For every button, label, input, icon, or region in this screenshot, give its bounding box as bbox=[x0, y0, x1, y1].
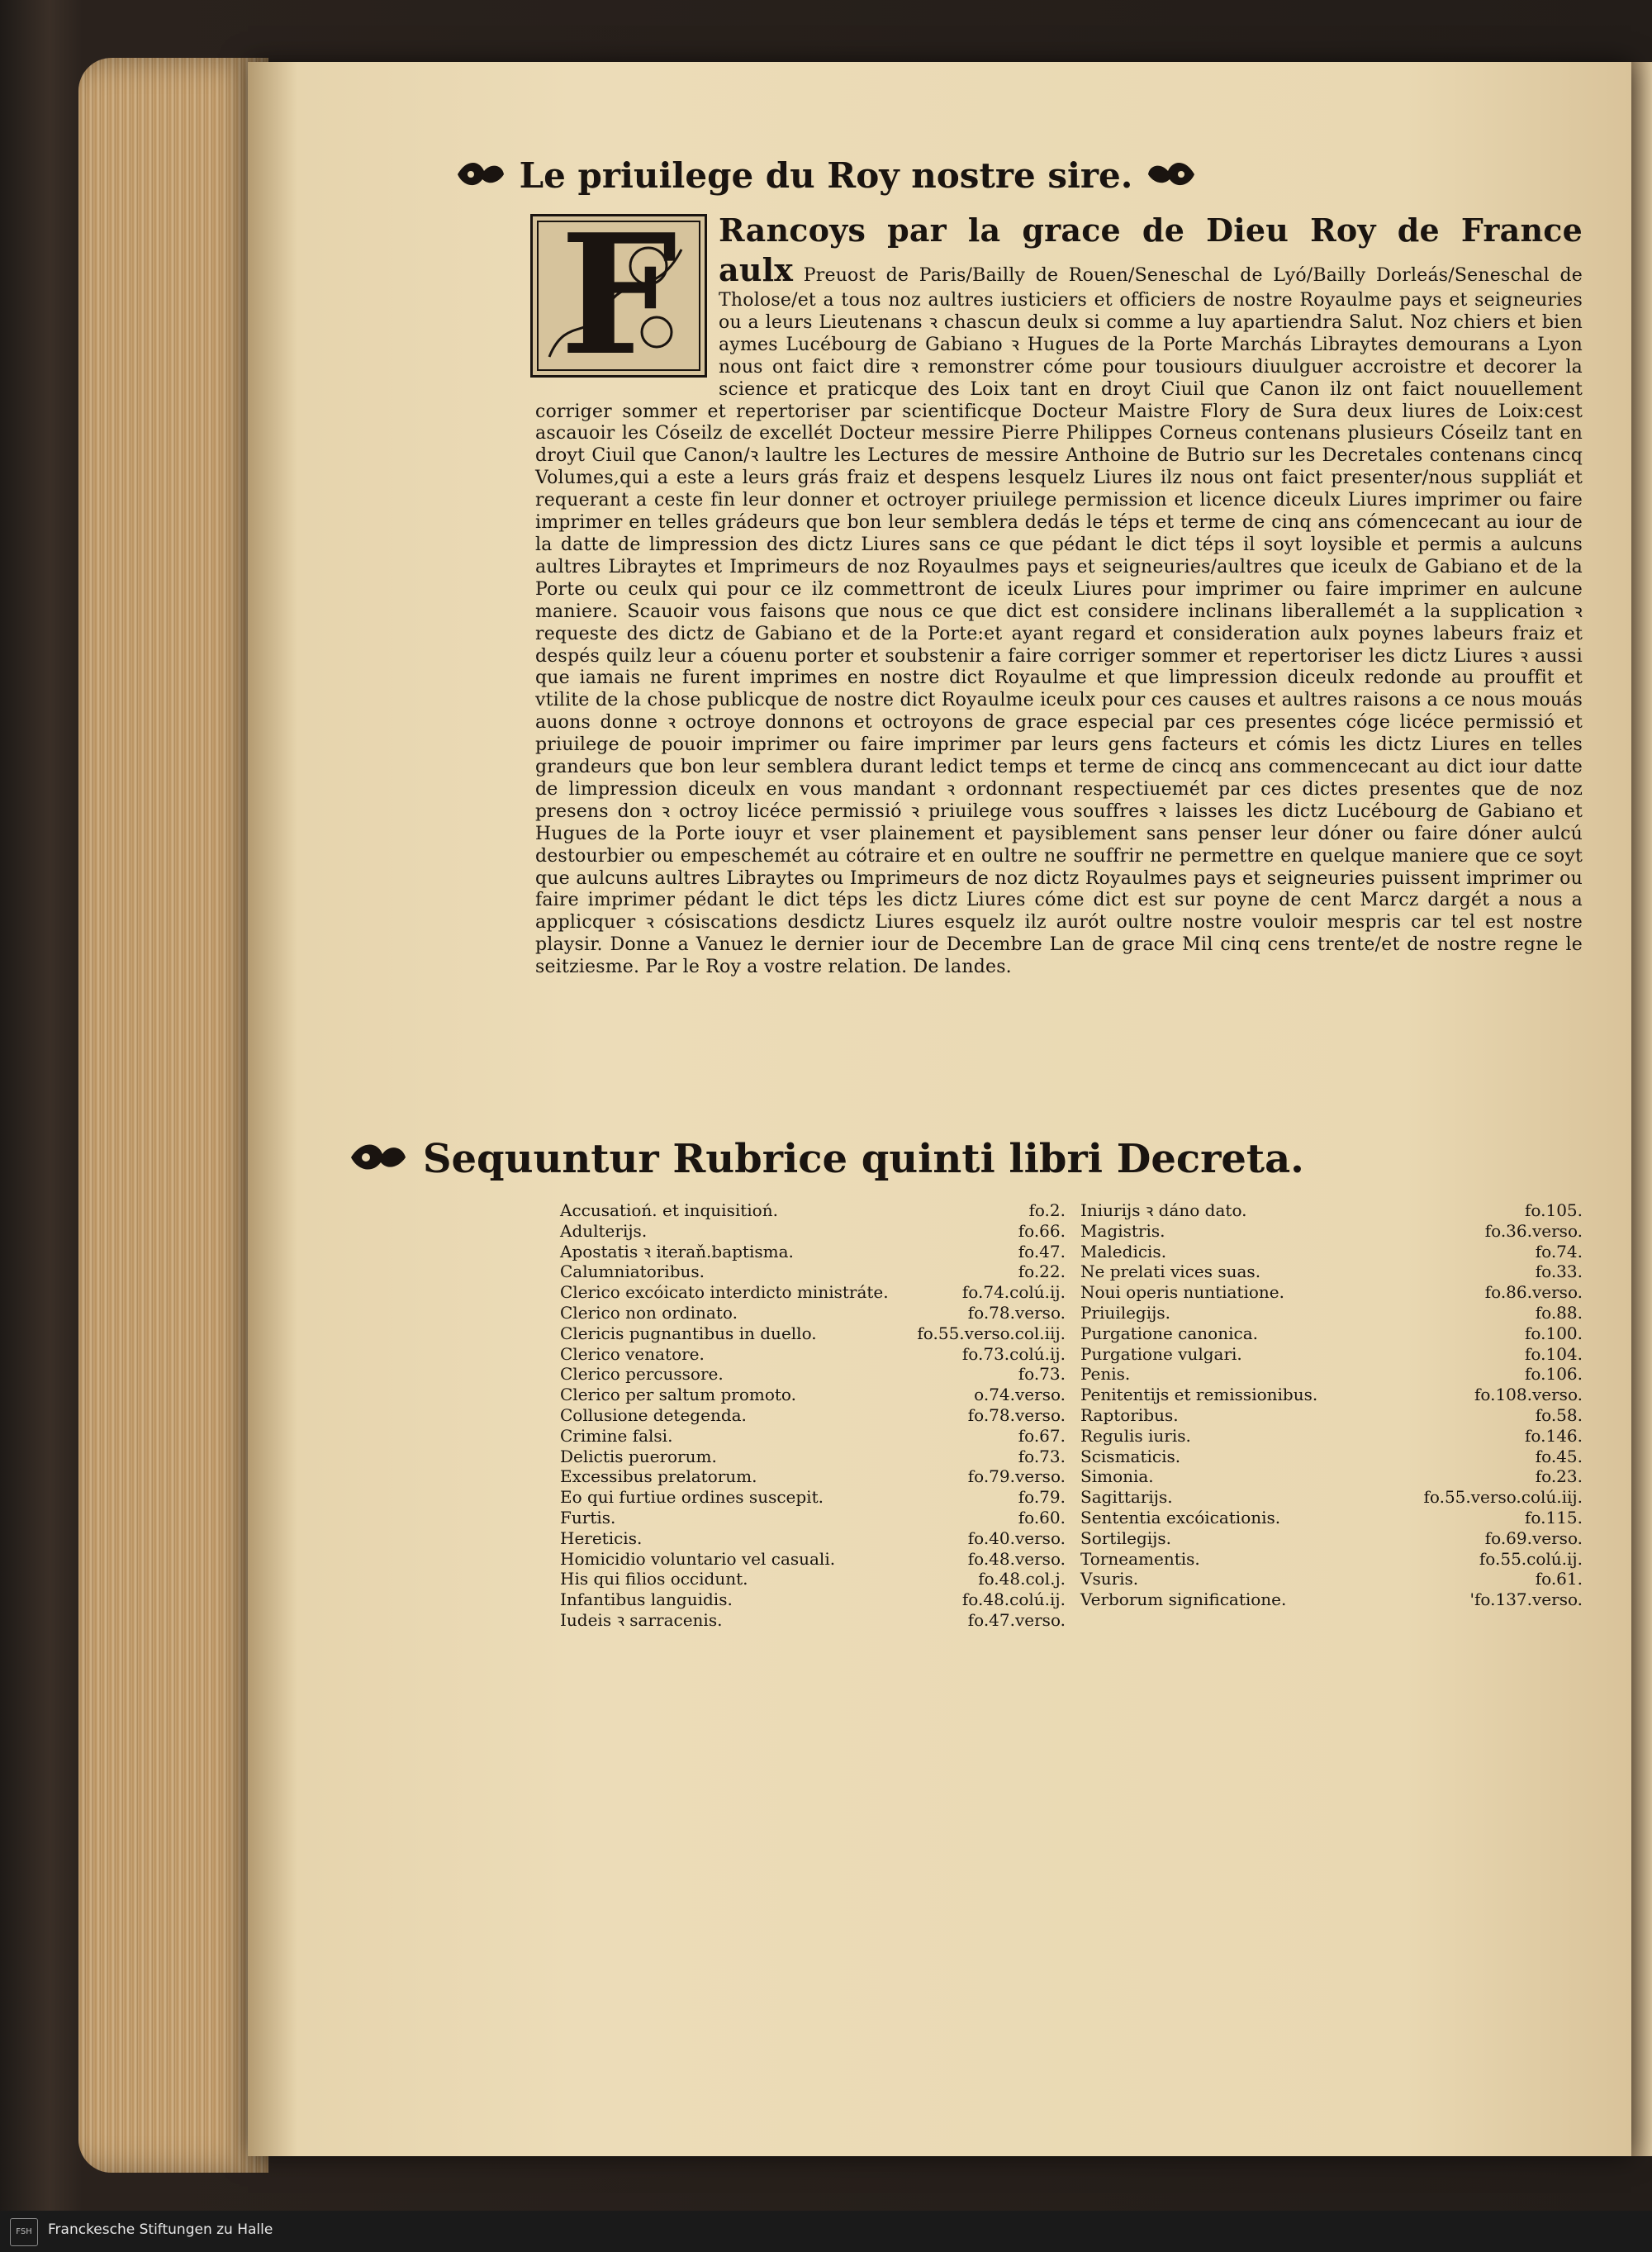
rubric-entry bbox=[1080, 1221, 1583, 1242]
rubric-entry-title: Regulis iuris. bbox=[1080, 1425, 1191, 1446]
rubric-entry bbox=[1080, 1589, 1583, 1610]
rubric-entry-title: Clerico excóicato interdicto ministráte. bbox=[560, 1282, 889, 1303]
rubric-entry bbox=[560, 1364, 1066, 1385]
rubric-entry-folio: fo.55.verso.col.iij. bbox=[917, 1323, 1066, 1343]
rubric-entry-title: Simonia. bbox=[1080, 1466, 1154, 1487]
rubric-entry-title: Magistris. bbox=[1080, 1220, 1165, 1241]
rubric-entry bbox=[1080, 1385, 1583, 1405]
rubric-entry-title: Adulterijs. bbox=[560, 1220, 648, 1241]
rubric-entry-title: Apostatis ꝛ iteraň.baptisma. bbox=[560, 1241, 794, 1261]
rubric-entry-folio: fo.74. bbox=[1535, 1241, 1583, 1261]
rubric-entry-folio: fo.66. bbox=[1018, 1220, 1066, 1241]
rubric-entry bbox=[560, 1221, 1066, 1242]
rubric-entry-title: Furtis. bbox=[560, 1507, 616, 1527]
rubric-entry-folio: o.74.verso. bbox=[974, 1385, 1066, 1405]
rubric-entry-title: Verborum significatione. bbox=[1080, 1589, 1287, 1610]
rubric-entry-folio: fo.104. bbox=[1525, 1343, 1583, 1364]
institution-logo-icon: FSH bbox=[10, 2218, 38, 2246]
rubric-entry bbox=[1080, 1447, 1583, 1467]
rubric-entry bbox=[1080, 1261, 1583, 1282]
rubric-entry bbox=[1080, 1549, 1583, 1570]
rubric-entry-title: Collusione detegenda. bbox=[560, 1404, 747, 1425]
rubric-entry-folio: fo.115. bbox=[1525, 1507, 1583, 1527]
rubric-entry bbox=[1080, 1508, 1583, 1528]
rubric-entry-title: Calumniatoribus. bbox=[560, 1261, 705, 1282]
rubric-entry-folio: fo.33. bbox=[1535, 1261, 1583, 1282]
rubric-entry bbox=[560, 1569, 1066, 1589]
footer-bar bbox=[0, 2211, 1652, 2252]
rubric-entry-folio: fo.55.colú.ij. bbox=[1479, 1548, 1583, 1569]
rubric-entry bbox=[560, 1426, 1066, 1447]
rubric-entry-folio: fo.23. bbox=[1535, 1466, 1583, 1487]
rubric-entry-title: Homicidio voluntario vel casuali. bbox=[560, 1548, 836, 1569]
rubric-entry-title: Maledicis. bbox=[1080, 1241, 1167, 1261]
rubric-entry-folio: fo.73. bbox=[1018, 1364, 1066, 1385]
rubric-entry-title: Torneamentis. bbox=[1080, 1548, 1200, 1569]
leaf-ornament-icon bbox=[1145, 158, 1198, 199]
rubric-entry bbox=[560, 1508, 1066, 1528]
rubric-entry-folio: fo.78.verso. bbox=[967, 1302, 1066, 1323]
privilege-heading bbox=[0, 155, 1652, 199]
rubric-entry-title: Clerico venatore. bbox=[560, 1343, 705, 1364]
rubric-list-right bbox=[1080, 1200, 1583, 1610]
institution-name: Franckesche Stiftungen zu Halle bbox=[48, 2221, 273, 2238]
rubric-entry bbox=[560, 1589, 1066, 1610]
rubric-entry-title: Clericis pugnantibus in duello. bbox=[560, 1323, 817, 1343]
rubric-entry-title: Excessibus prelatorum. bbox=[560, 1466, 757, 1487]
rubric-entry-folio: 'fo.137.verso. bbox=[1469, 1589, 1583, 1610]
rubric-entry-title: Accusatioń. et inquisitioń. bbox=[560, 1200, 778, 1220]
rubric-entry-title: Iniurijs ꝛ dáno dato. bbox=[1080, 1200, 1247, 1220]
rubric-entry-title: Eo qui furtiue ordines suscepit. bbox=[560, 1487, 824, 1508]
rubric-entry bbox=[1080, 1200, 1583, 1221]
rubric-entry bbox=[560, 1385, 1066, 1405]
rubric-entry-folio: fo.108.verso. bbox=[1474, 1385, 1583, 1405]
rubric-entry-title: Delictis puerorum. bbox=[560, 1446, 717, 1466]
rubric-entry-folio: fo.60. bbox=[1018, 1507, 1066, 1527]
rubric-entry-title: Raptoribus. bbox=[1080, 1404, 1179, 1425]
rubric-entry bbox=[1080, 1242, 1583, 1262]
decorated-initial bbox=[530, 198, 707, 392]
rubric-entry-folio: fo.61. bbox=[1535, 1569, 1583, 1589]
rubric-entry-title: Penis. bbox=[1080, 1364, 1131, 1385]
rubric-entry bbox=[1080, 1569, 1583, 1589]
rubric-entry bbox=[560, 1282, 1066, 1303]
privilege-text bbox=[535, 198, 1583, 979]
rubric-entry bbox=[560, 1610, 1066, 1631]
rubric-entry-folio: fo.36.verso. bbox=[1484, 1220, 1583, 1241]
rubric-entry-title: Clerico non ordinato. bbox=[560, 1302, 738, 1323]
rubric-entry-title: Scismaticis. bbox=[1080, 1446, 1181, 1466]
rubric-entry-folio: fo.2. bbox=[1028, 1200, 1066, 1220]
rubric-entry-folio: fo.45. bbox=[1535, 1446, 1583, 1466]
rubric-entry-title: Crimine falsi. bbox=[560, 1425, 673, 1446]
leaf-ornament-icon bbox=[454, 158, 507, 199]
rubric-entry-title: Priuilegijs. bbox=[1080, 1302, 1170, 1323]
privilege-first-line: Rancoys par la grace de Dieu Roy de France aulx bbox=[719, 211, 1583, 288]
rubric-entry bbox=[1080, 1303, 1583, 1323]
rubric-entry bbox=[1080, 1405, 1583, 1426]
rubric-entry-title: Noui operis nuntiatione. bbox=[1080, 1282, 1284, 1303]
rubric-entry bbox=[560, 1487, 1066, 1508]
rubric-entry-folio: fo.48.colú.ij. bbox=[961, 1589, 1066, 1610]
rubric-entry-folio: fo.73. bbox=[1018, 1446, 1066, 1466]
rubric-entry-folio: fo.47.verso. bbox=[967, 1609, 1066, 1630]
rubric-entry bbox=[560, 1549, 1066, 1570]
rubric-entry-title: Ne prelati vices suas. bbox=[1080, 1261, 1261, 1282]
rubric-entry-folio: fo.79.verso. bbox=[967, 1466, 1066, 1487]
rubric-entry-title: Purgatione canonica. bbox=[1080, 1323, 1258, 1343]
rubric-entry bbox=[560, 1242, 1066, 1262]
rubric-entry bbox=[560, 1405, 1066, 1426]
rubric-entry-title: His qui filios occidunt. bbox=[560, 1569, 748, 1589]
rubric-title: Sequuntur Rubrice quinti libri Decreta. bbox=[422, 1136, 1304, 1182]
rubric-entry-title: Clerico percussore. bbox=[560, 1364, 724, 1385]
rubric-entry-title: Infantibus languidis. bbox=[560, 1589, 733, 1610]
rubric-entry bbox=[1080, 1364, 1583, 1385]
rubric-entry bbox=[1080, 1426, 1583, 1447]
rubric-entry bbox=[560, 1344, 1066, 1365]
rubric-entry bbox=[1080, 1528, 1583, 1549]
rubric-entry bbox=[560, 1466, 1066, 1487]
rubric-entry-title: Vsuris. bbox=[1080, 1569, 1139, 1589]
rubric-entry bbox=[1080, 1323, 1583, 1344]
rubric-entry-folio: fo.73.colú.ij. bbox=[961, 1343, 1066, 1364]
rubric-entry-title: Clerico per saltum promoto. bbox=[560, 1385, 796, 1405]
rubric-entry-folio: fo.78.verso. bbox=[967, 1404, 1066, 1425]
rubric-entry-folio: fo.22. bbox=[1018, 1261, 1066, 1282]
rubric-entry-folio: fo.55.verso.colú.iij. bbox=[1423, 1487, 1583, 1508]
rubric-heading bbox=[0, 1136, 1652, 1185]
leaf-ornament-icon bbox=[348, 1139, 409, 1185]
rubric-entry-folio: fo.88. bbox=[1535, 1302, 1583, 1323]
rubric-entry-folio: fo.105. bbox=[1525, 1200, 1583, 1220]
rubric-entry-title: Sortilegijs. bbox=[1080, 1527, 1171, 1548]
rubric-entry-folio: fo.69.verso. bbox=[1484, 1527, 1583, 1548]
rubric-entry bbox=[1080, 1282, 1583, 1303]
rubric-entry-title: Hereticis. bbox=[560, 1527, 643, 1548]
rubric-entry-folio: fo.48.col.j. bbox=[978, 1569, 1066, 1589]
rubric-entry-folio: fo.74.colú.ij. bbox=[961, 1282, 1066, 1303]
rubric-entry-folio: fo.106. bbox=[1525, 1364, 1583, 1385]
privilege-body: Preuost de Paris/Bailly de Rouen/Seneschal de Lyó/Bailly Dorleás/Seneschal de Tholose/et a tous noz aultres iusticiers et officiers de nostre Royaulme pays et seigneuries ou a leurs Lieutenans ꝛ chascun deulx si comme a luy apartiendra Salut. Noz chiers et bien aymes Lucébourg de Gabiano ꝛ Hugues de la Porte Marchás Libraytes demourans a Lyon nous ont faict dire ꝛ remonstrer cóme pour tousiours diuulguer accroistre et decorer la science et praticque des Loix tant en droyt Ciuil que Canon ilz ont faict nouuellement corriger sommer et repertoriser par scientificque Docteur Maistre Flory de Sura deux liures de Loix:cest ascauoir les Cóseilz de excellét Docteur messire Pierre Philippes Corneus contenans plusieurs Cóseilz tant en droyt Ciuil que Canon/ꝛ laultre les Lectures de messire Anthoine de Butrio sur les Decretales contenans cincq Volumes,qui a este a leurs grás fraiz et despens lesquelz Liures ilz nous ont faict presenter/nous suppliát et requerant a ceste fin leur donner et octroyer priuilege permission et licence diceulx Liures imprimer ou faire imprimer en telles grádeurs que bon leur semblera dedás le téps et terme de cinq ans cómencecant au iour de la datte de limpression des dictz Liures sans ce que pédant le dict téps il soyt loysible et permis a aulcuns aultres Libraytes et Imprimeurs de noz Royaulmes pays et seigneuries/aultres que iceulx de Gabiano et de la Porte ou ceulx qui pour ce ilz commettront de iceulx Liures pour imprimer ou faire imprimer en aulcune maniere. Scauoir vous faisons que nous ce que dict est considere inclinans liberallemét a la supplication ꝛ requeste des dictz de Gabiano et de la Porte:et ayant regard et consideration aulx poynes labeurs fraiz et despés quilz leur a cóuenu porter et soubstenir a faire corriger sommer et repertoriser les dictz Liures ꝛ aussi que iamais ne furent imprimes en nostre dict Royaulme et que limpression diceulx redonde au prouffit et vtilite de la chose publicque de nostre dict Royaulme iceulx pour ces causes et aultres raisons a ce nous mouás auons donne ꝛ octroye donnons et octroyons de grace especial par ces presentes cóge licéce permissió et priuilege de pouoir imprimer ou faire imprimer par leurs gens facteurs et cómis les dictz Liures en telles grandeurs que bon leur semblera durant ledict temps et terme de cincq ans commencecant au dict iour datte de limpression diceulx en vous mandant ꝛ ordonnant respectiuemét par ces dictes presentes que de noz presens don ꝛ octroy licéce permissió ꝛ priuilege vous souffres ꝛ laisses les dictz Lucébourg de Gabiano et Hugues de la Porte iouyr et vser plainement et paysiblement sans penser leur dóner ou faire dóner aulcú destourbier ou empeschemét au cótraire et en oultre ne souffrir ne permettre en quelque maniere que ce soyt que aulcuns aultres Libraytes ou Imprimeurs de noz dictz Royaulmes pays et seigneuries puissent imprimer ou faire imprimer pédant le dict téps les dictz Liures cóme dict est sur poyne de cent Marcz dargét a nous a applicquer ꝛ cósiscations desdictz Liures esquelz ilz aurót oultre nostre vouloir mespris car tel est nostre playsir. Donne a Vanuez le dernier iour de Decembre Lan de grace Mil cinq cens trente/et de nostre regne le seitziesme. Par le Roy a vostre relation. De landes. bbox=[535, 265, 1583, 978]
privilege-title: Le priuilege du Roy nostre sire. bbox=[519, 155, 1133, 196]
rubric-entry bbox=[560, 1447, 1066, 1467]
rubric-entry-folio: fo.58. bbox=[1535, 1404, 1583, 1425]
rubric-entry-title: Iudeis ꝛ sarracenis. bbox=[560, 1609, 723, 1630]
rubric-entry-folio: fo.146. bbox=[1525, 1425, 1583, 1446]
rubric-entry bbox=[1080, 1344, 1583, 1365]
rubric-entry bbox=[560, 1323, 1066, 1344]
rubric-entry-folio: fo.48.verso. bbox=[967, 1548, 1066, 1569]
rubric-entry-folio: fo.67. bbox=[1018, 1425, 1066, 1446]
rubric-entry-folio: fo.86.verso. bbox=[1484, 1282, 1583, 1303]
rubric-entry bbox=[560, 1528, 1066, 1549]
rubric-entry bbox=[1080, 1466, 1583, 1487]
rubric-entry-folio: fo.47. bbox=[1018, 1241, 1066, 1261]
rubric-entry bbox=[560, 1303, 1066, 1323]
rubric-entry-folio: fo.40.verso. bbox=[967, 1527, 1066, 1548]
book-page-edges bbox=[78, 58, 268, 2173]
rubric-entry bbox=[560, 1200, 1066, 1221]
rubric-entry-title: Sagittarijs. bbox=[1080, 1487, 1173, 1508]
rubric-entry-folio: fo.79. bbox=[1018, 1487, 1066, 1508]
rubric-entry-title: Purgatione vulgari. bbox=[1080, 1343, 1242, 1364]
rubric-entry-title: Penitentijs et remissionibus. bbox=[1080, 1385, 1318, 1405]
rubric-list-left bbox=[560, 1200, 1066, 1631]
dropcap-letter: F bbox=[559, 198, 678, 392]
rubric-entry-title: Sententia excóicationis. bbox=[1080, 1507, 1281, 1527]
rubric-entry bbox=[560, 1261, 1066, 1282]
rubric-entry bbox=[1080, 1487, 1583, 1508]
rubric-entry-folio: fo.100. bbox=[1525, 1323, 1583, 1343]
